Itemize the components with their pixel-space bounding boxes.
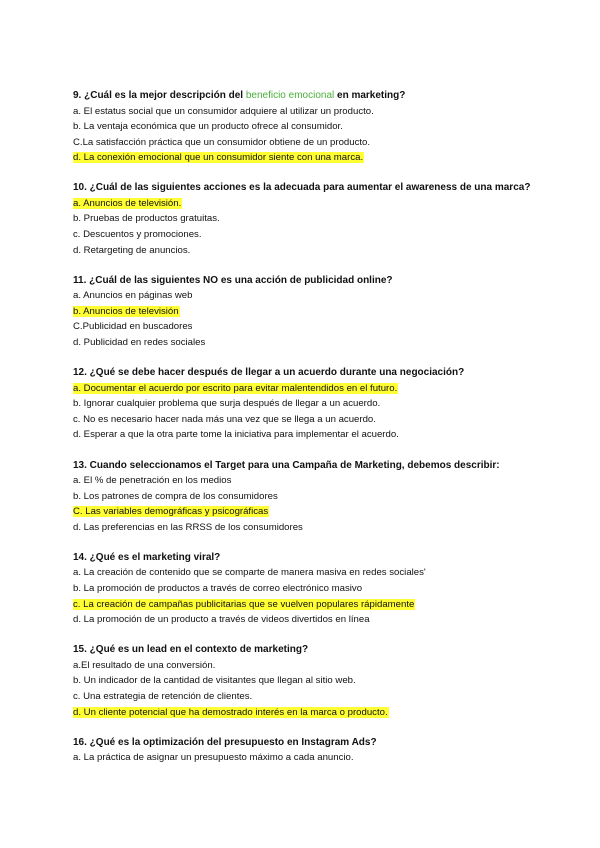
answer-option-text: b. Los patrones de compra de los consumidores bbox=[73, 490, 278, 502]
answer-option bbox=[73, 750, 573, 766]
answer-option bbox=[73, 427, 573, 443]
question-block bbox=[73, 180, 573, 258]
answer-option bbox=[73, 412, 573, 428]
question-title-text: 13. Cuando seleccionamos el Target para una Campaña de Marketing, debemos describir: bbox=[73, 459, 500, 471]
question-block bbox=[73, 458, 573, 536]
answer-option bbox=[73, 211, 573, 227]
question-list bbox=[73, 88, 573, 780]
answer-option-text: d. La conexión emocional que un consumidor siente con una marca. bbox=[73, 152, 364, 164]
answer-option bbox=[73, 689, 573, 705]
answer-option bbox=[73, 658, 573, 674]
answer-option-text: b. Pruebas de productos gratuitas. bbox=[73, 213, 220, 225]
answer-option bbox=[73, 520, 573, 536]
answer-option bbox=[73, 489, 573, 505]
question-title bbox=[73, 88, 573, 104]
question-title-text: 16. ¿Qué es la optimización del presupuesto en Instagram Ads? bbox=[73, 736, 377, 748]
answer-option-correct bbox=[73, 304, 573, 320]
answer-option bbox=[73, 119, 573, 135]
answer-option-correct bbox=[73, 597, 573, 613]
answer-option-text: C.La satisfacción práctica que un consumidor obtiene de un producto. bbox=[73, 136, 371, 148]
answer-option bbox=[73, 565, 573, 581]
answer-option-text: b. Un indicador de la cantidad de visitantes que llegan al sitio web. bbox=[73, 675, 356, 687]
answer-option bbox=[73, 581, 573, 597]
answer-option-correct bbox=[73, 196, 573, 212]
answer-option bbox=[73, 104, 573, 120]
question-block bbox=[73, 365, 573, 443]
answer-option-text: C. Las variables demográficas y psicográficas bbox=[73, 506, 269, 518]
answer-option-text: c. Una estrategia de retención de clientes. bbox=[73, 690, 253, 702]
question-title-text-end: en marketing? bbox=[334, 90, 406, 101]
answer-option-text: a. La práctica de asignar un presupuesto máximo a cada anuncio. bbox=[73, 752, 354, 764]
answer-option-text: a. La creación de contenido que se comparte de manera masiva en redes sociales' bbox=[73, 567, 426, 579]
question-title bbox=[73, 642, 573, 658]
answer-option bbox=[73, 135, 573, 151]
answer-option-text: c. La creación de campañas publicitarias que se vuelven populares rápidamente bbox=[73, 598, 415, 610]
answer-option-correct bbox=[73, 150, 573, 166]
answer-option bbox=[73, 396, 573, 412]
answer-option-text: c. Descuentos y promociones. bbox=[73, 229, 202, 241]
answer-option-text: C.Publicidad en buscadores bbox=[73, 321, 193, 333]
question-block bbox=[73, 273, 573, 351]
question-title-text: 12. ¿Qué se debe hacer después de llegar a un acuerdo durante una negociación? bbox=[73, 367, 465, 379]
question-block bbox=[73, 735, 573, 766]
question-title-text: 15. ¿Qué es un lead en el contexto de marketing? bbox=[73, 644, 309, 656]
answer-option bbox=[73, 288, 573, 304]
answer-option-text: b. Ignorar cualquier problema que surja después de llegar a un acuerdo. bbox=[73, 398, 381, 410]
question-title bbox=[73, 735, 573, 751]
answer-option-text: a. Documentar el acuerdo por escrito para evitar malentendidos en el futuro. bbox=[73, 382, 398, 394]
answer-option-correct bbox=[73, 381, 573, 397]
question-title bbox=[73, 273, 573, 289]
answer-option-text: d. Retargeting de anuncios. bbox=[73, 244, 191, 256]
answer-option-text: d. Esperar a que la otra parte tome la iniciativa para implementar el acuerdo. bbox=[73, 429, 399, 441]
answer-option bbox=[73, 227, 573, 243]
question-title bbox=[73, 180, 573, 196]
question-block bbox=[73, 88, 573, 166]
answer-option-text: d. La promoción de un producto a través de videos divertidos en línea bbox=[73, 614, 370, 626]
answer-option bbox=[73, 243, 573, 259]
question-title bbox=[73, 550, 573, 566]
answer-option bbox=[73, 612, 573, 628]
question-title-text: 14. ¿Qué es el marketing viral? bbox=[73, 551, 221, 563]
answer-option bbox=[73, 473, 573, 489]
answer-option-text: c. No es necesario hacer nada más una vez que se llega a un acuerdo. bbox=[73, 413, 376, 425]
answer-option-text: d. Publicidad en redes sociales bbox=[73, 337, 206, 349]
answer-option-correct bbox=[73, 504, 573, 520]
answer-option-text: d. Las preferencias en las RRSS de los consumidores bbox=[73, 521, 303, 533]
answer-option-text: a. El estatus social que un consumidor adquiere al utilizar un producto. bbox=[73, 105, 374, 117]
answer-option bbox=[73, 319, 573, 335]
answer-option-text: a. Anuncios en páginas web bbox=[73, 290, 193, 302]
answer-option-text: b. La promoción de productos a través de correo electrónico masivo bbox=[73, 582, 363, 594]
question-block bbox=[73, 550, 573, 628]
answer-option bbox=[73, 335, 573, 351]
answer-option-text: a. Anuncios de televisión. bbox=[73, 197, 182, 209]
question-title bbox=[73, 365, 573, 381]
question-title-highlight-term: beneficio emocional bbox=[245, 90, 335, 101]
question-block bbox=[73, 642, 573, 720]
answer-option-correct bbox=[73, 705, 573, 721]
answer-option-text: b. La ventaja económica que un producto ofrece al consumidor. bbox=[73, 121, 343, 133]
answer-option-text: a.El resultado de una conversión. bbox=[73, 659, 216, 671]
question-title-text: 10. ¿Cuál de las siguientes acciones es la adecuada para aumentar el awareness de una marca? bbox=[73, 182, 531, 194]
answer-option-text: d. Un cliente potencial que ha demostrado interés en la marca o producto. bbox=[73, 706, 388, 718]
question-title bbox=[73, 458, 573, 474]
question-title-text: 9. ¿Cuál es la mejor descripción del bbox=[73, 90, 246, 101]
question-title-text: 11. ¿Cuál de las siguientes NO es una acción de publicidad online? bbox=[73, 274, 393, 286]
answer-option-text: a. El % de penetración en los medios bbox=[73, 475, 232, 486]
answer-option-text: b. Anuncios de televisión bbox=[73, 305, 179, 317]
answer-option bbox=[73, 673, 573, 689]
